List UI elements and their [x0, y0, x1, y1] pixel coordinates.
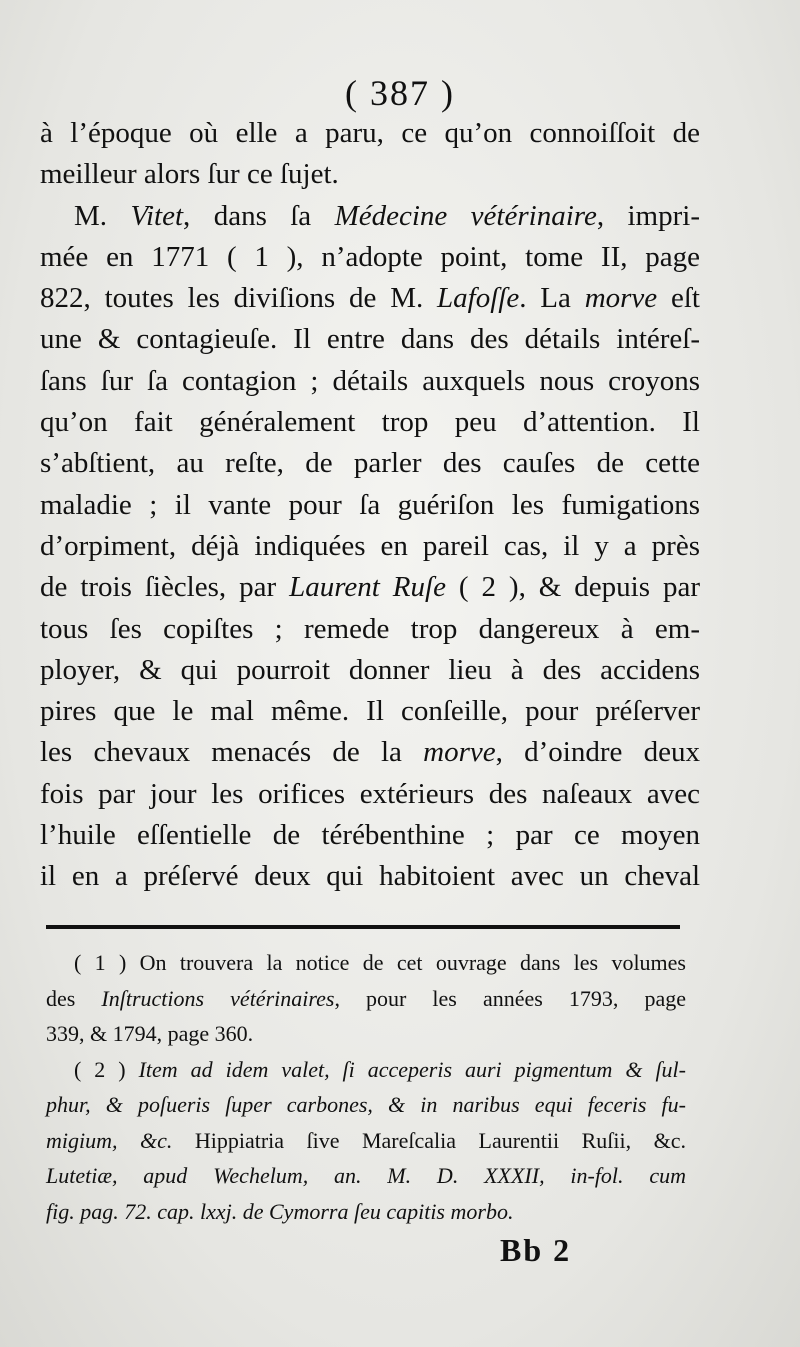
footnote-line: des Inſtructions vétérinaires, pour les années 1793, page: [46, 985, 686, 1011]
footnote-line: migium, &c. Hippiatria ſive Mareſcalia Laurentii Ruſii, &c.: [46, 1127, 686, 1153]
text-line: ployer, & qui pourroit donner lieu à des accidens: [40, 653, 700, 686]
latin-quote: phur, & poſueris ſuper carbones, & in naribus equi feceris fu-: [46, 1092, 686, 1117]
page-number: ( 387 ): [345, 73, 455, 113]
text-line: une & contagieuſe. Il entre dans des détails intéreſ-: [40, 323, 700, 356]
text-line: mée en 1771 ( 1 ), n’adopte point, tome II, page: [40, 240, 700, 273]
text-line: fois par jour les orifices extérieurs des naſeaux avec: [40, 777, 700, 810]
footnote-line: [46, 1087, 686, 1123]
italic-term: morve: [584, 282, 658, 315]
text-line: pires que le mal même. Il conſeille, pour préſerver: [40, 695, 700, 728]
text-line: tous ſes copiſtes ; remede trop dangereux à em-: [40, 612, 700, 645]
footnote-line: [46, 1158, 686, 1194]
italic-term: morve: [423, 736, 496, 769]
footnote-rule: [46, 925, 680, 929]
text-line: de trois ſiècles, par Laurent Ruſe ( 2 ), & depuis par: [40, 571, 700, 604]
text-line: ſans ſur ſa contagion ; détails auxquels nous croyons: [40, 364, 700, 397]
text-line: qu’on fait généralement trop peu d’attention. Il: [40, 406, 700, 439]
text-line: maladie ; il vante pour ſa guériſon les fumigations: [40, 488, 700, 521]
latin-quote: Item ad idem valet, ſi acceperis auri pigmentum & ſul-: [138, 1056, 686, 1082]
signature-mark: Bb 2: [500, 1232, 572, 1268]
text-line: les chevaux menacés de la morve, d’oindre deux: [40, 736, 700, 769]
text-line: d’orpiment, déjà indiquées en pareil cas, il y a près: [40, 529, 700, 562]
footnotes: [46, 945, 686, 1229]
text-line: 822, toutes les diviſions de M. Lafoſſe. La morve eſt: [40, 282, 700, 315]
author-name: Lafoſſe: [437, 282, 520, 315]
author-name: Vitet: [130, 199, 184, 232]
footnote-line: 339, & 1794, page 360.: [46, 1021, 254, 1046]
footnote-line: ( 2 ) Item ad idem valet, ſi acceperis auri pigmentum & ſul-: [74, 1056, 686, 1082]
text-line: l’huile eſſentielle de térébenthine ; par ce moyen: [40, 819, 700, 852]
footnote-line: [46, 1194, 686, 1230]
author-name: Laurent Ruſe: [289, 571, 446, 604]
text-line: M. Vitet, dans ſa Médecine vétérinaire, impri-: [74, 199, 700, 232]
text-line: s’abſtient, au reſte, de parler des cauſes de cette: [40, 447, 700, 480]
main-text: [40, 113, 700, 898]
text-line: meilleur alors ſur ce ſujet.: [40, 158, 339, 191]
book-title: Médecine vétérinaire: [334, 199, 597, 232]
latin-quote: migium, &c.: [46, 1127, 173, 1153]
latin-citation: fig. pag. 72. cap. lxxj. de Cymorra ſeu capitis morbo.: [46, 1198, 514, 1224]
latin-citation: Lutetiæ, apud Wechelum, an. M. D. XXXII, in-fol. cum: [46, 1163, 686, 1188]
text-line: à l’époque où elle a paru, ce qu’on connoiſſoit de: [40, 117, 700, 149]
italic-title: Inſtructions vétérinaires: [101, 985, 335, 1011]
text-line: il en a préſervé deux qui habitoient avec un cheval: [40, 860, 700, 893]
footnote-line: ( 1 ) On trouvera la notice de cet ouvrage dans les volumes: [74, 950, 686, 975]
